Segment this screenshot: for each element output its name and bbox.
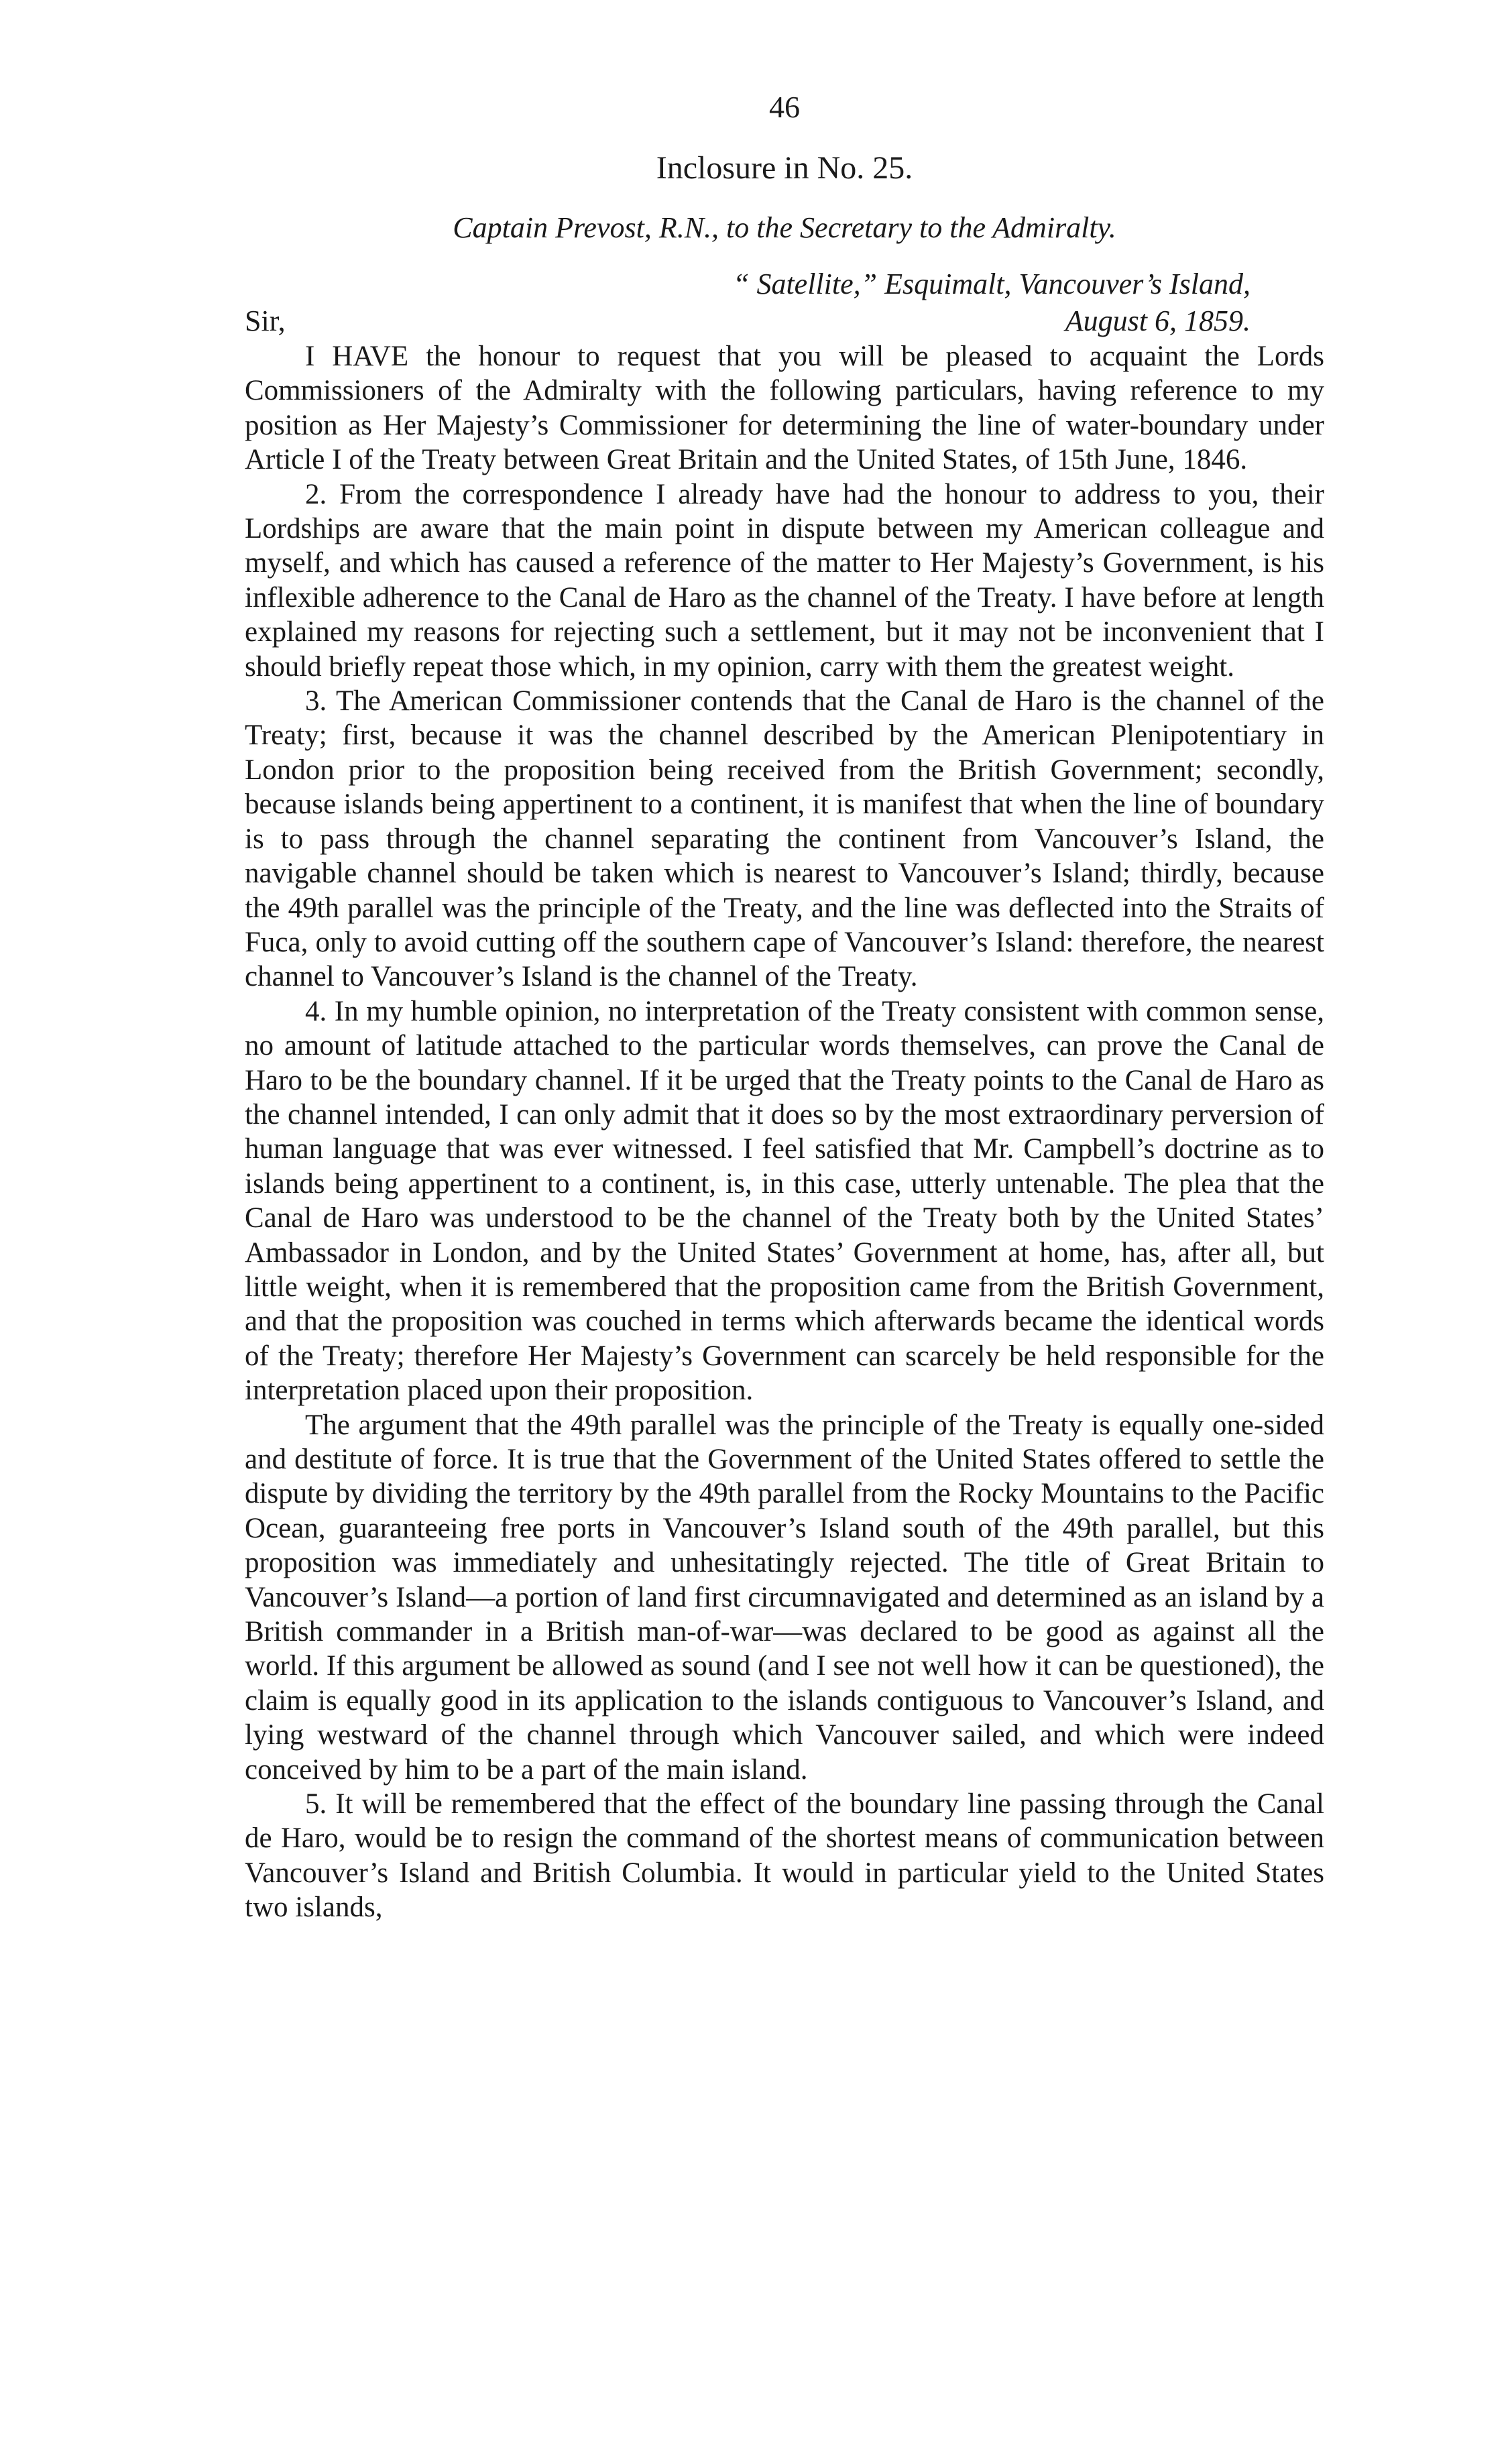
inclosure-heading: Inclosure in No. 25. [656, 150, 913, 186]
salutation-row [245, 302, 1324, 339]
dateline-place: “ Satellite,” Esquimalt, Vancouver’s Island, [732, 268, 1251, 300]
dateline-date: August 6, 1859. [1065, 304, 1251, 337]
paragraph-2: 2. From the correspondence I already have had the honour to address to you, their Lordships are aware that the main point in dispute between my American colleague and myself, and which has caused a reference of the matter to Her Majesty’s Government, is his inflexible adherence to the Canal de Haro as the channel of the Treaty. I have before at length explained my reasons for rejecting such a settlement, but it may not be inconvenient that I should briefly repeat those which, in my opinion, carry with them the greatest weight. [245, 478, 1324, 683]
dateline [245, 266, 1324, 302]
paragraph-6: 5. It will be remembered that the effect of the boundary line passing through the Canal de Haro, would be to resign the command of the shortest means of communication between Vancouver’s Island and British Columbia. It would in particular yield to the United States two islands, [245, 1788, 1324, 1924]
salutation: Sir, [245, 304, 286, 337]
document-page [245, 87, 1324, 1925]
paragraph-5: The argument that the 49th parallel was the principle of the Treaty is equally one-sided and destitute of force. It is true that the Government of the United States offered to settle the dispute by dividing the territory by the 49th parallel from the Rocky Mountains to the Pacific Ocean, guaranteeing free ports in Vancouver’s Island south of the 49th parallel, but this proposition was immediately and unhesitatingly rejected. The title of Great Britain to Vancouver’s Island—a portion of land first circumnavigated and determined as an island by a British commander in a British man-of-war—was declared to be good as against all the world. If this argument be allowed as sound (and I see not well how it can be questioned), the claim is equally good in its application to the islands contiguous to Vancouver’s Island, and lying westward of the channel through which Vancouver sailed, and which were indeed conceived by him to be a part of the main island. [245, 1409, 1324, 1786]
page-number: 46 [769, 90, 800, 124]
paragraph-4: 4. In my humble opinion, no interpretation of the Treaty consistent with common sense, no amount of latitude attached to the particular words themselves, can prove the Canal de Haro to be the boundary channel. If it be urged that the Treaty points to the Canal de Haro as the channel intended, I can only admit that it does so by the most extraordinary perversion of human language that was ever witnessed. I feel satisfied that Mr. Campbell’s doctrine as to islands being appertinent to a continent, is, in this case, utterly untenable. The plea that the Canal de Haro was understood to be the channel of the Treaty both by the United States’ Ambassador in London, and by the United States’ Government at home, has, after all, but little weight, when it is remembered that the proposition came from the British Government, and that the proposition was couched in terms which afterwards became the identical words of the Treaty; therefore Her Majesty’s Government can scarcely be held responsible for the interpretation placed upon their proposition. [245, 995, 1324, 1407]
paragraph-1: I HAVE the honour to request that you will be pleased to acquaint the Lords Commissioners of the Admiralty with the following particulars, having reference to my position as Her Majesty’s Commissioner for determining the line of water-boundary under Article I of the Treaty between Great Britain and the United States, of 15th June, 1846. [245, 341, 1324, 476]
letter-subheading: Captain Prevost, R.N., to the Secretary to the Admiralty. [453, 211, 1116, 244]
paragraph-3: 3. The American Commissioner contends that the Canal de Haro is the channel of the Treaty; first, because it was the channel described by the American Plenipotentiary in London prior to the proposition being received from the British Government; secondly, because islands being appertinent to a continent, it is manifest that when the line of boundary is to pass through the channel separating the continent from Vancouver’s Island, the navigable channel should be taken which is nearest to Vancouver’s Island; thirdly, because the 49th parallel was the principle of the Treaty, and the line was deflected into the Straits of Fuca, only to avoid cutting off the southern cape of Vancouver’s Island: therefore, the nearest channel to Vancouver’s Island is the channel of the Treaty. [245, 685, 1324, 993]
letter-body [245, 339, 1324, 1925]
